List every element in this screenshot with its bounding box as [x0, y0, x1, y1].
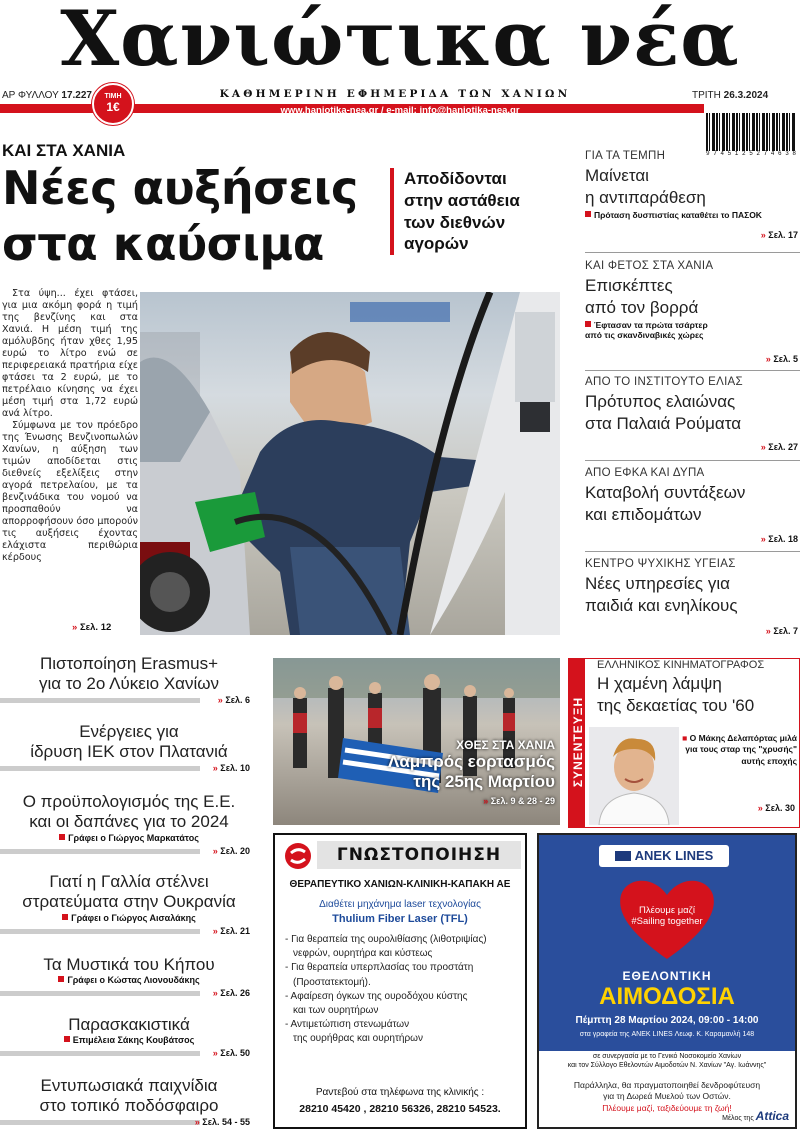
anek-blood-drive-ad[interactable]: ANEK LINES Πλέουμε μαζί #Sailing together ΕΘΕΛΟΝΤΙΚΗ ΑΙΜΟΔΟΣΙΑ Πέμπτη 28 Μαρτίου 2024, 09:00 - 14:00 στα γραφεία της ANEK LINES Λεωφ. Κ. Καραμανλή 148 σε συνεργασία με το Γενικό Νοσοκομείο Χανίων και τον Σύλλογο Εθελοντών Αιμοδοτών Ν. Χανίων "Αγ. Ιωάννης" Παράλληλα, θα πραγματοποιηθεί δενδροφύτευση για τη Δωρεά Μυελού των Οστών. Πλέουμε μαζί, ταξιδεύουμε τη ζωή! Μέλος της Attica	[537, 833, 797, 1129]
attica-member: Μέλος της Attica	[722, 1109, 789, 1123]
divider	[585, 252, 800, 253]
anek-logo-icon	[615, 851, 631, 861]
side-story-2[interactable]: ΚΑΙ ΦΕΤΟΣ ΣΤΑ ΧΑΝΙΑ Επισκέπτες από τον βορρά Έφτασαν τα πρώτα τσάρτερ από τις σκανδιναβικές χώρες » Σελ. 5	[585, 260, 798, 364]
divider	[585, 460, 800, 461]
bullet-icon	[58, 976, 64, 982]
barcode-number: 9 7 4 5 1 2 5 2 7 4 6 3 8	[706, 150, 797, 157]
portrait-illustration	[589, 727, 679, 825]
left-story-6[interactable]: Παρασκακιστικά Επιμέλεια Σάκης Κουβάτσος » Σελ. 50	[0, 1015, 258, 1058]
left-story-5[interactable]: Τα Μυστικά του Κήπου Γράφει ο Κώστας Λιονουδάκης » Σελ. 26	[0, 955, 258, 998]
newspaper-title: Χανιώτικα νέα	[60, 0, 740, 83]
lead-headline[interactable]: Νέες αυξήσεις στα καύσιμα	[2, 161, 358, 272]
side-story-5[interactable]: ΚΕΝΤΡΟ ΨΥΧΙΚΗΣ ΥΓΕΙΑΣ Νέες υπηρεσίες για παιδιά και ενηλίκους » Σελ. 7	[585, 558, 798, 636]
clinic-logo-icon	[285, 843, 311, 869]
portrait-photo	[589, 727, 679, 825]
barcode-icon	[706, 113, 796, 151]
left-story-4[interactable]: Γιατί η Γαλλία στέλνει στρατεύματα στην Ουκρανία Γράφει ο Γιώργος Αισαλάκης » Σελ. 21	[0, 872, 258, 936]
lead-photo	[140, 292, 560, 635]
clinic-notice[interactable]: ΓΝΩΣΤΟΠΟΙΗΣΗ ΘΕΡΑΠΕΥΤΙΚΟ ΧΑΝΙΩΝ-ΚΛΙΝΙΚΗ-ΚΑΠΑΚΗ ΑΕ Διαθέτει μηχάνημα laser τεχνολογίας Thulium Fiber Laser (TFL) - Για θεραπεία της ουρολιθίασης (λιθοτριψίας) νεφρών, ουρητήρα και κύστεως - Για θεραπεία υπερπλασίας του προστάτη (Προστατεκτομή). - Αφαίρεση όγκων της ουροδόχου κύστης και των ουρητήρων - Αντιμετώπιση στενωμάτων της ουρήθρας και ουρητήρων Ραντεβού στα τηλέφωνα της κλινικής : 28210 45420 , 28210 56326, 28210 54523.	[273, 833, 527, 1129]
anek-logo: ANEK LINES	[599, 845, 729, 867]
interview-vertical-label: ΣΥΝΕΝΤΕΥΞΗ	[571, 696, 585, 788]
bullet-icon	[59, 834, 65, 840]
left-story-3[interactable]: Ο προϋπολογισμός της Ε.Ε. και οι δαπάνες για το 2024 Γράφει ο Γιώργος Μαρκατάτος » Σελ. 20	[0, 792, 258, 856]
issue-date: ΤΡΙΤΗ 26.3.2024	[692, 90, 769, 101]
side-story-4[interactable]: ΑΠΟ ΕΦΚΑ ΚΑΙ ΔΥΠΑ Καταβολή συντάξεων και επιδομάτων » Σελ. 18	[585, 467, 798, 544]
lead-kicker: ΚΑΙ ΣΤΑ ΧΑΝΙΑ	[2, 141, 126, 160]
left-story-2[interactable]: Ενέργειες για ίδρυση ΙΕΚ στον Πλατανιά » Σελ. 10	[0, 722, 258, 773]
tagline: ΚΑΘΗΜΕΡΙΝΗ ΕΦΗΜΕΡΙΔΑ ΤΩΝ ΧΑΝΙΩΝ	[219, 88, 571, 100]
issue-number: ΑΡ ΦΥΛΛΟΥ 17.227	[2, 90, 92, 101]
divider	[585, 551, 800, 552]
parade-caption: ΧΘΕΣ ΣΤΑ ΧΑΝΙΑ Λαμπρός εορτασμός της 25ης Μαρτίου » Σελ. 9 & 28 - 29	[388, 738, 555, 806]
interview-box[interactable]: ΣΥΝΕΝΤΕΥΞΗ ΕΛΛΗΝΙΚΟΣ ΚΙΝΗΜΑΤΟΓΡΑΦΟΣ Η χαμένη λάμψη της δεκαετίας του '60 ■ Ο Μάκης Δελαπόρτας μιλά για τους σταρ της "χρυσής" αυτής εποχής » Σελ. 30	[568, 658, 800, 828]
side-story-3[interactable]: ΑΠΟ ΤΟ ΙΝΣΤΙΤΟΥΤΟ ΕΛΙΑΣ Πρότυπος ελαιώνας στα Παλαιά Ρούματα » Σελ. 27	[585, 376, 798, 452]
price-badge: ΤΙΜΗ 1€	[92, 83, 134, 125]
lead-subheadline: Αποδίδονται στην αστάθεια των διεθνών αγορών	[390, 168, 568, 255]
bullet-icon	[64, 1036, 70, 1042]
bullet-icon	[585, 211, 591, 217]
bullet-icon	[585, 321, 591, 327]
lead-page-ref[interactable]: » Σελ. 12	[72, 622, 112, 633]
left-story-1[interactable]: Πιστοποίηση Erasmus+ για το 2ο Λύκειο Χανίων » Σελ. 6	[0, 654, 258, 705]
left-story-7[interactable]: Εντυπωσιακά παιχνίδια στο τοπικό ποδόσφαιρο » Σελ. 54 - 55	[0, 1076, 258, 1127]
bullet-icon	[62, 914, 68, 920]
fuel-pump-illustration	[140, 292, 560, 635]
side-story-1[interactable]: ΓΙΑ ΤΑ ΤΕΜΠΗ Μαίνεται η αντιπαράθεση Πρόταση δυσπιστίας καταθέτει το ΠΑΣΟΚ » Σελ. 17	[585, 150, 798, 240]
lead-body: Στα ύψη... έχει φτάσει, για μια ακόμη φορά η τιμή της βενζίνης και στα Χανιά. Η μέση τιμή της αμόλυβδης ήταν χθες 1,95 ευρώ το λίτρο ενώ σε περιφερειακά πρατήρια είχε φτάσει τα 2 ευρώ, με το πετρέλαιο κίνησης να έχει μέση τιμή στα 1,72 ευρώ ανά λίτρο. Σύμφωνα με τον πρόεδρο της Ένωσης Βενζινοπωλών Χανίων, η αύξηση των τιμών αποδίδεται στις διεθνείς εξελίξεις στην αγορά πετρελαίου, με τα βενζινάδικα του νομού να προσπαθούν να απορροφήσουν όσο μπορούν τις αυξήσεις έχοντας ελάχιστα περιθώρια κέρδους	[2, 288, 138, 563]
site-url[interactable]: www.haniotika-nea.gr / e-mail: info@haniotika-nea.gr	[280, 105, 520, 116]
divider	[585, 370, 800, 371]
